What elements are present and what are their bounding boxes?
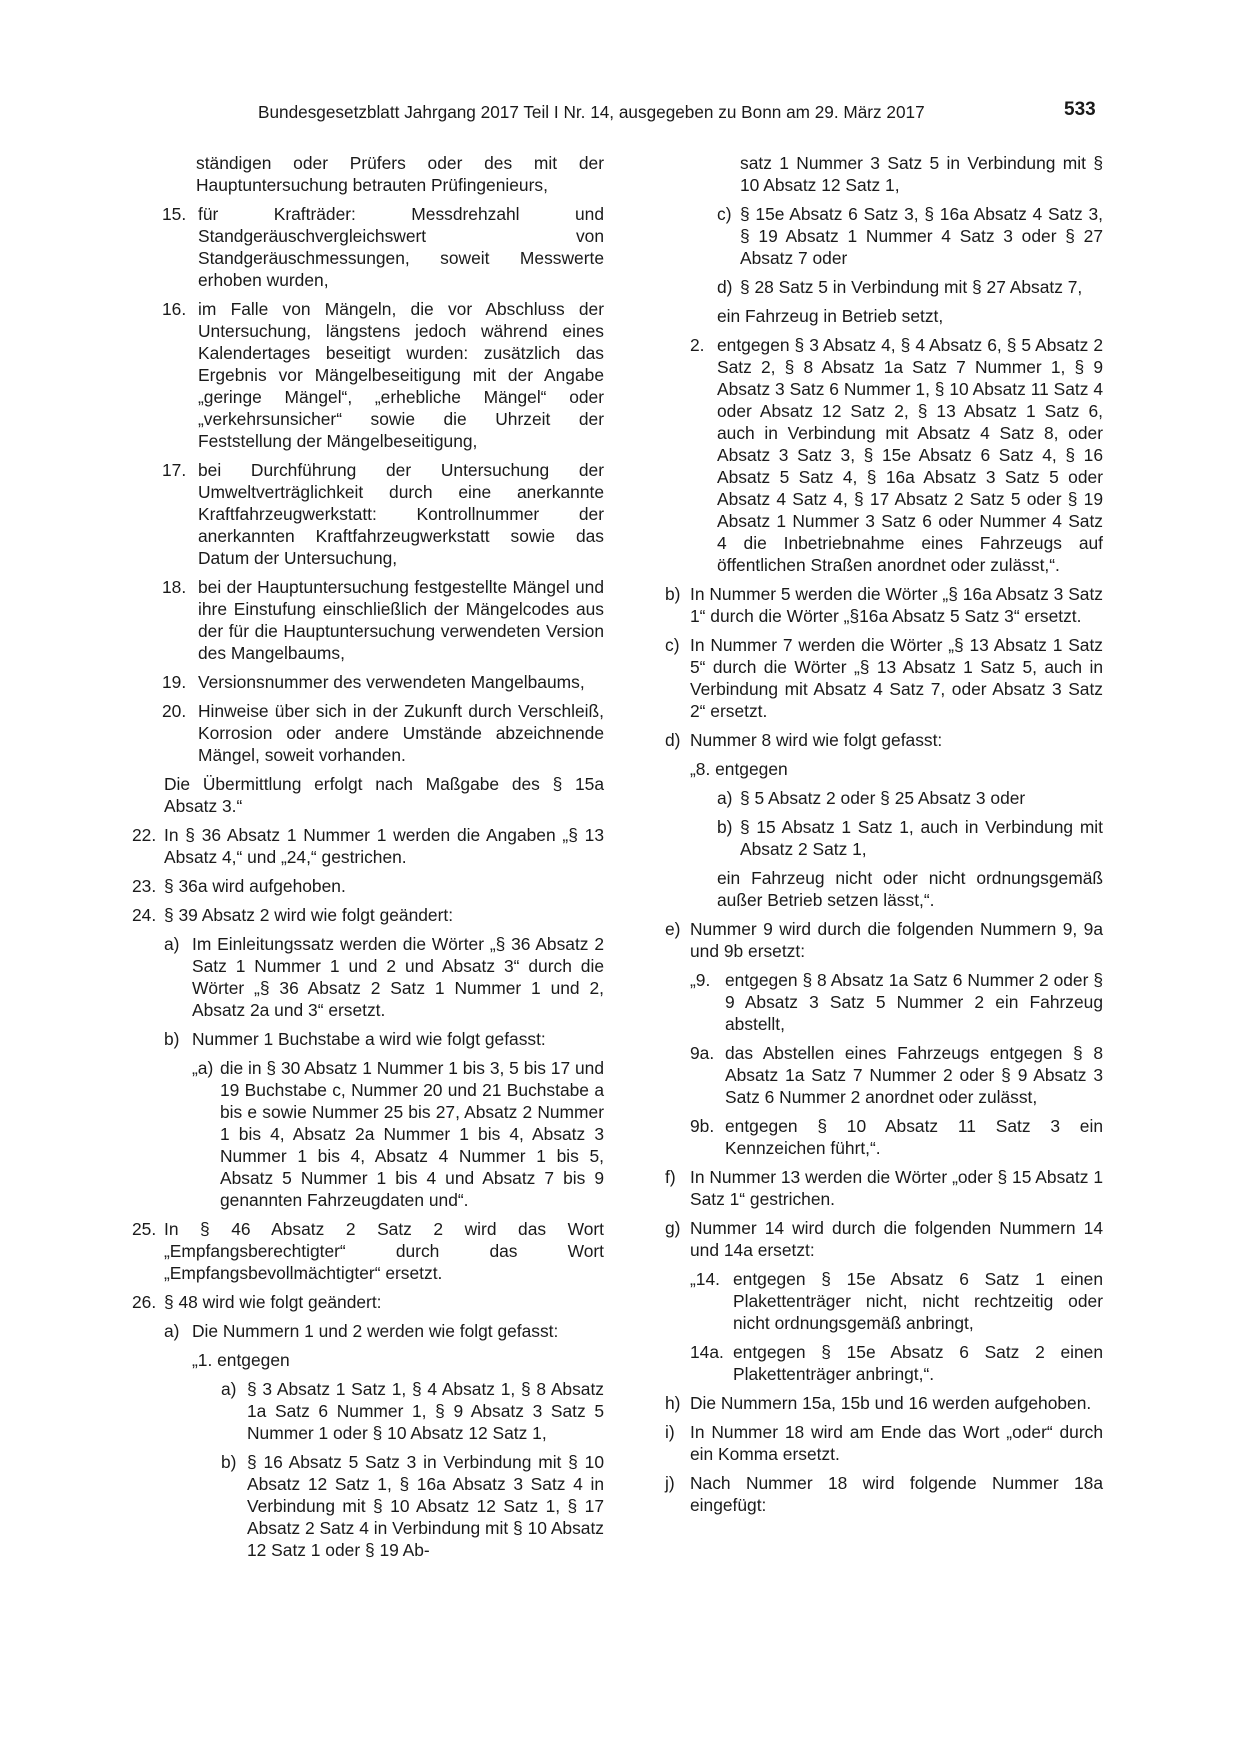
item-text: § 36a wird aufgehoben.	[164, 876, 346, 896]
item-text: § 48 wird wie folgt geändert:	[164, 1292, 382, 1312]
item-text: § 39 Absatz 2 wird wie folgt geändert:	[164, 905, 454, 925]
list-text: Versionsnummer des verwendeten Mangelbaums,	[198, 672, 585, 692]
continuation-text: ständigen oder Prüfers oder des mit der Hauptuntersuchung betrauten Prüfingenieurs,	[196, 153, 604, 195]
item-i	[665, 1421, 1103, 1465]
item-c2	[665, 634, 1103, 722]
item-text: In § 36 Absatz 1 Nummer 1 werden die Angaben „§ 13 Absatz 4,“ und „24,“ gestrichen.	[164, 825, 604, 867]
left-column	[132, 152, 604, 1561]
item-label: d)	[717, 277, 733, 297]
closing-paragraph: Die Übermittlung erfolgt nach Maßgabe des § 15a Absatz 3.“	[164, 774, 604, 816]
item-26a-quote: „1. entgegen	[192, 1350, 290, 1370]
list-text: im Falle von Mängeln, die vor Abschluss der Untersuchung, längstens jedoch während eines Kalendertages beseitigt wurden: zusätzlich das Ergebnis vor Mängelbeseitigung mit der Angabe „geringe Mängel“, „erhebliche Mängel“ oder „verkehrsunsicher“ sowie die Uhrzeit der Feststellung der Mängelbeseitigung,	[198, 299, 604, 451]
list-item-18	[132, 576, 604, 664]
item-text: Nummer 14 wird durch die folgenden Nummern 14 und 14a ersetzt:	[690, 1218, 1103, 1260]
item-label: e)	[665, 919, 681, 939]
item-label: f)	[665, 1167, 676, 1187]
item-label: „9.	[690, 970, 711, 990]
item-label: 9b.	[690, 1116, 715, 1136]
item-text: Die Nummern 1 und 2 werden wie folgt gefasst:	[192, 1321, 559, 1341]
list-label: 17.	[162, 460, 187, 480]
item-23	[132, 875, 604, 897]
item-text: Nummer 9 wird durch die folgenden Nummern 9, 9a und 9b ersetzt:	[690, 919, 1103, 961]
item-text: Nummer 8 wird wie folgt gefasst:	[690, 730, 943, 750]
item-text: § 3 Absatz 1 Satz 1, § 4 Absatz 1, § 8 Absatz 1a Satz 6 Nummer 1, § 9 Absatz 3 Satz 5 Nummer 1 oder § 10 Absatz 12 Satz 1,	[247, 1379, 604, 1443]
item-d	[665, 276, 1103, 298]
item-text: § 28 Satz 5 in Verbindung mit § 27 Absatz 7,	[740, 277, 1083, 297]
item-label: 23.	[132, 876, 157, 896]
item-text: § 16 Absatz 5 Satz 3 in Verbindung mit § 10 Absatz 12 Satz 1, § 16a Absatz 3 Satz 4 in Verbindung mit § 10 Absatz 12 Satz 1, § 17 Absatz 2 Satz 4 in Verbindung mit § 10 Absatz 12 Satz 1 oder § 19 Ab-	[247, 1452, 604, 1560]
item-label: a)	[164, 934, 180, 954]
item-label: 22.	[132, 825, 157, 845]
right-column	[665, 152, 1103, 1516]
item-label: 26.	[132, 1292, 157, 1312]
list-item-16	[132, 298, 604, 452]
item-text: § 5 Absatz 2 oder § 25 Absatz 3 oder	[740, 788, 1026, 808]
item-g-14a	[665, 1341, 1103, 1385]
item-text: entgegen § 10 Absatz 11 Satz 3 ein Kennzeichen führt,“.	[725, 1116, 1103, 1158]
item-c	[665, 203, 1103, 269]
item-text: Im Einleitungssatz werden die Wörter „§ 36 Absatz 2 Satz 1 Nummer 1 und 2 und Absatz 3“ durch die Wörter „§ 36 Absatz 2 Satz 1 Nummer 1 und 2, Absatz 2a und 3“ ersetzt.	[192, 934, 604, 1020]
item-text: Die Nummern 15a, 15b und 16 werden aufgehoben.	[690, 1393, 1092, 1413]
item-text: In § 46 Absatz 2 Satz 2 wird das Wort „Empfangsberechtigter“ durch das Wort „Empfangsbevollmächtigter“ ersetzt.	[164, 1219, 604, 1283]
item-h	[665, 1392, 1103, 1414]
list-item-19	[132, 671, 604, 693]
item-2	[665, 334, 1103, 576]
item-text: entgegen § 15e Absatz 6 Satz 2 einen Plakettenträger anbringt,“.	[733, 1342, 1103, 1384]
item-f	[665, 1166, 1103, 1210]
item-j	[665, 1472, 1103, 1516]
item-25	[132, 1218, 604, 1284]
list-text: bei der Hauptuntersuchung festgestellte Mängel und ihre Einstufung einschließlich der Mängelcodes aus der für die Hauptuntersuchung verwendeten Version des Mangelbaums,	[198, 577, 604, 663]
item-e-9a	[665, 1042, 1103, 1108]
item-label: d)	[665, 730, 681, 750]
list-item-17	[132, 459, 604, 569]
item-label: a)	[221, 1379, 237, 1399]
item-label: b)	[717, 817, 733, 837]
item-24b	[132, 1028, 604, 1050]
item-26a	[132, 1320, 604, 1342]
item-b	[665, 583, 1103, 627]
item-text: Nummer 1 Buchstabe a wird wie folgt gefasst:	[192, 1029, 546, 1049]
item-label: b)	[164, 1029, 180, 1049]
item-24b-quote	[132, 1057, 604, 1211]
item-e-9b	[665, 1115, 1103, 1159]
list-item-15	[132, 203, 604, 291]
list-text: für Krafträder: Messdrehzahl und Standgeräuschvergleichswert von Standgeräuschmessungen, soweit Messwerte erhoben wurden,	[198, 204, 604, 290]
list-label: 16.	[162, 299, 187, 319]
item-text: Nach Nummer 18 wird folgende Nummer 18a eingefügt:	[690, 1473, 1103, 1515]
list-label: 19.	[162, 672, 187, 692]
list-text: bei Durchführung der Untersuchung der Umweltverträglichkeit durch eine anerkannte Kraftfahrzeugwerkstatt: Kontrollnummer der anerkannten Kraftfahrzeugwerkstatt sowie das Datum der Untersuchung,	[198, 460, 604, 568]
item-d2-sub-a	[665, 787, 1103, 809]
item-label: b)	[665, 584, 681, 604]
item-label: g)	[665, 1218, 681, 1238]
page-number: 533	[1064, 99, 1096, 120]
item-label: 9a.	[690, 1043, 715, 1063]
item-label: 2.	[690, 335, 705, 355]
item-text: In Nummer 5 werden die Wörter „§ 16a Absatz 3 Satz 1“ durch die Wörter „§16a Absatz 5 Satz 3“ ersetzt.	[690, 584, 1103, 626]
item-label: „14.	[690, 1269, 720, 1289]
item-label: a)	[164, 1321, 180, 1341]
list-label: 20.	[162, 701, 187, 721]
item-d2	[665, 729, 1103, 751]
item-text: § 15 Absatz 1 Satz 1, auch in Verbindung mit Absatz 2 Satz 1,	[740, 817, 1103, 859]
item-text: entgegen § 15e Absatz 6 Satz 1 einen Plakettenträger nicht, nicht rechtzeitig oder nicht ordnungsgemäß anbringt,	[733, 1269, 1103, 1333]
item-g-14	[665, 1268, 1103, 1334]
item-label: 25.	[132, 1219, 157, 1239]
item-26	[132, 1291, 604, 1313]
item-label: 24.	[132, 905, 157, 925]
item-label: a)	[717, 788, 733, 808]
list-label: 15.	[162, 204, 187, 224]
item-26a-sub-b	[132, 1451, 604, 1561]
item-label: b)	[221, 1452, 237, 1472]
item-d2-closing: ein Fahrzeug nicht oder nicht ordnungsgemäß außer Betrieb setzen lässt,“.	[717, 868, 1103, 910]
page-header	[0, 100, 1241, 124]
item-e	[665, 918, 1103, 962]
item-g	[665, 1217, 1103, 1261]
list-item-20	[132, 700, 604, 766]
list-label: 18.	[162, 577, 187, 597]
item-text: In Nummer 18 wird am Ende das Wort „oder“ durch ein Komma ersetzt.	[690, 1422, 1103, 1464]
continuation-text: satz 1 Nummer 3 Satz 5 in Verbindung mit § 10 Absatz 12 Satz 1,	[740, 153, 1103, 195]
item-d2-sub-b	[665, 816, 1103, 860]
item-26a-sub-a	[132, 1378, 604, 1444]
item-24a	[132, 933, 604, 1021]
item-d2-quote: „8. entgegen	[690, 759, 788, 779]
list-text: Hinweise über sich in der Zukunft durch Verschleiß, Korrosion oder andere Umstände abzeichnende Mängel, soweit vorhanden.	[198, 701, 604, 765]
item-text: entgegen § 8 Absatz 1a Satz 6 Nummer 2 oder § 9 Absatz 3 Satz 5 Nummer 2 ein Fahrzeug abstellt,	[725, 970, 1103, 1034]
item-label: „a)	[192, 1058, 214, 1078]
item-label: j)	[665, 1473, 675, 1493]
item-e-9	[665, 969, 1103, 1035]
item-24	[132, 904, 604, 926]
item-label: c)	[717, 204, 732, 224]
item-label: i)	[665, 1422, 675, 1442]
betrieb-text: ein Fahrzeug in Betrieb setzt,	[717, 306, 944, 326]
item-text: § 15e Absatz 6 Satz 3, § 16a Absatz 4 Satz 3, § 19 Absatz 1 Nummer 4 Satz 3 oder § 27 Absatz 7 oder	[740, 204, 1103, 268]
item-text: In Nummer 7 werden die Wörter „§ 13 Absatz 1 Satz 5“ durch die Wörter „§ 13 Absatz 1 Satz 5, auch in Verbindung mit Absatz 4 Satz 7, oder Absatz 3 Satz 2“ ersetzt.	[690, 635, 1103, 721]
item-22	[132, 824, 604, 868]
item-label: c)	[665, 635, 680, 655]
item-text: entgegen § 3 Absatz 4, § 4 Absatz 6, § 5 Absatz 2 Satz 2, § 8 Absatz 1a Satz 7 Nummer 1, § 9 Absatz 3 Satz 6 Nummer 1, § 10 Absatz 11 Satz 4 oder Absatz 12 Satz 2, § 13 Absatz 1 Satz 6, auch in Verbindung mit Absatz 4 Satz 8, oder Absatz 3 Satz 3, § 15e Absatz 6 Satz 4, § 16 Absatz 5 Satz 4, § 16a Absatz 3 Satz 5 oder Absatz 4 Satz 4, § 17 Absatz 2 Satz 5 oder § 19 Absatz 1 Nummer 3 Satz 6 oder Nummer 4 Satz 4 die Inbetriebnahme eines Fahrzeugs auf öffentlichen Straßen anordnet oder zulässt,“.	[717, 335, 1103, 575]
item-text: In Nummer 13 werden die Wörter „oder § 15 Absatz 1 Satz 1“ gestrichen.	[690, 1167, 1103, 1209]
item-text: die in § 30 Absatz 1 Nummer 1 bis 3, 5 bis 17 und 19 Buchstabe c, Nummer 20 und 21 Buchstabe a bis e sowie Nummer 25 bis 27, Absatz 2 Nummer 1 bis 4, Absatz 2a Nummer 1 bis 4, Absatz 3 Nummer 1 bis 4, Absatz 4 Nummer 1 bis 5, Absatz 5 Nummer 1 bis 4 und Absatz 7 bis 9 genannten Fahrzeugdaten und“.	[220, 1058, 604, 1210]
item-text: das Abstellen eines Fahrzeugs entgegen § 8 Absatz 1a Satz 7 Nummer 2 oder § 9 Absatz 3 Satz 6 Nummer 2 anordnet oder zulässt,	[725, 1043, 1103, 1107]
gazette-title: Bundesgesetzblatt Jahrgang 2017 Teil I Nr. 14, ausgegeben zu Bonn am 29. März 2017	[258, 102, 925, 122]
item-label: 14a.	[690, 1342, 724, 1362]
item-label: h)	[665, 1393, 681, 1413]
